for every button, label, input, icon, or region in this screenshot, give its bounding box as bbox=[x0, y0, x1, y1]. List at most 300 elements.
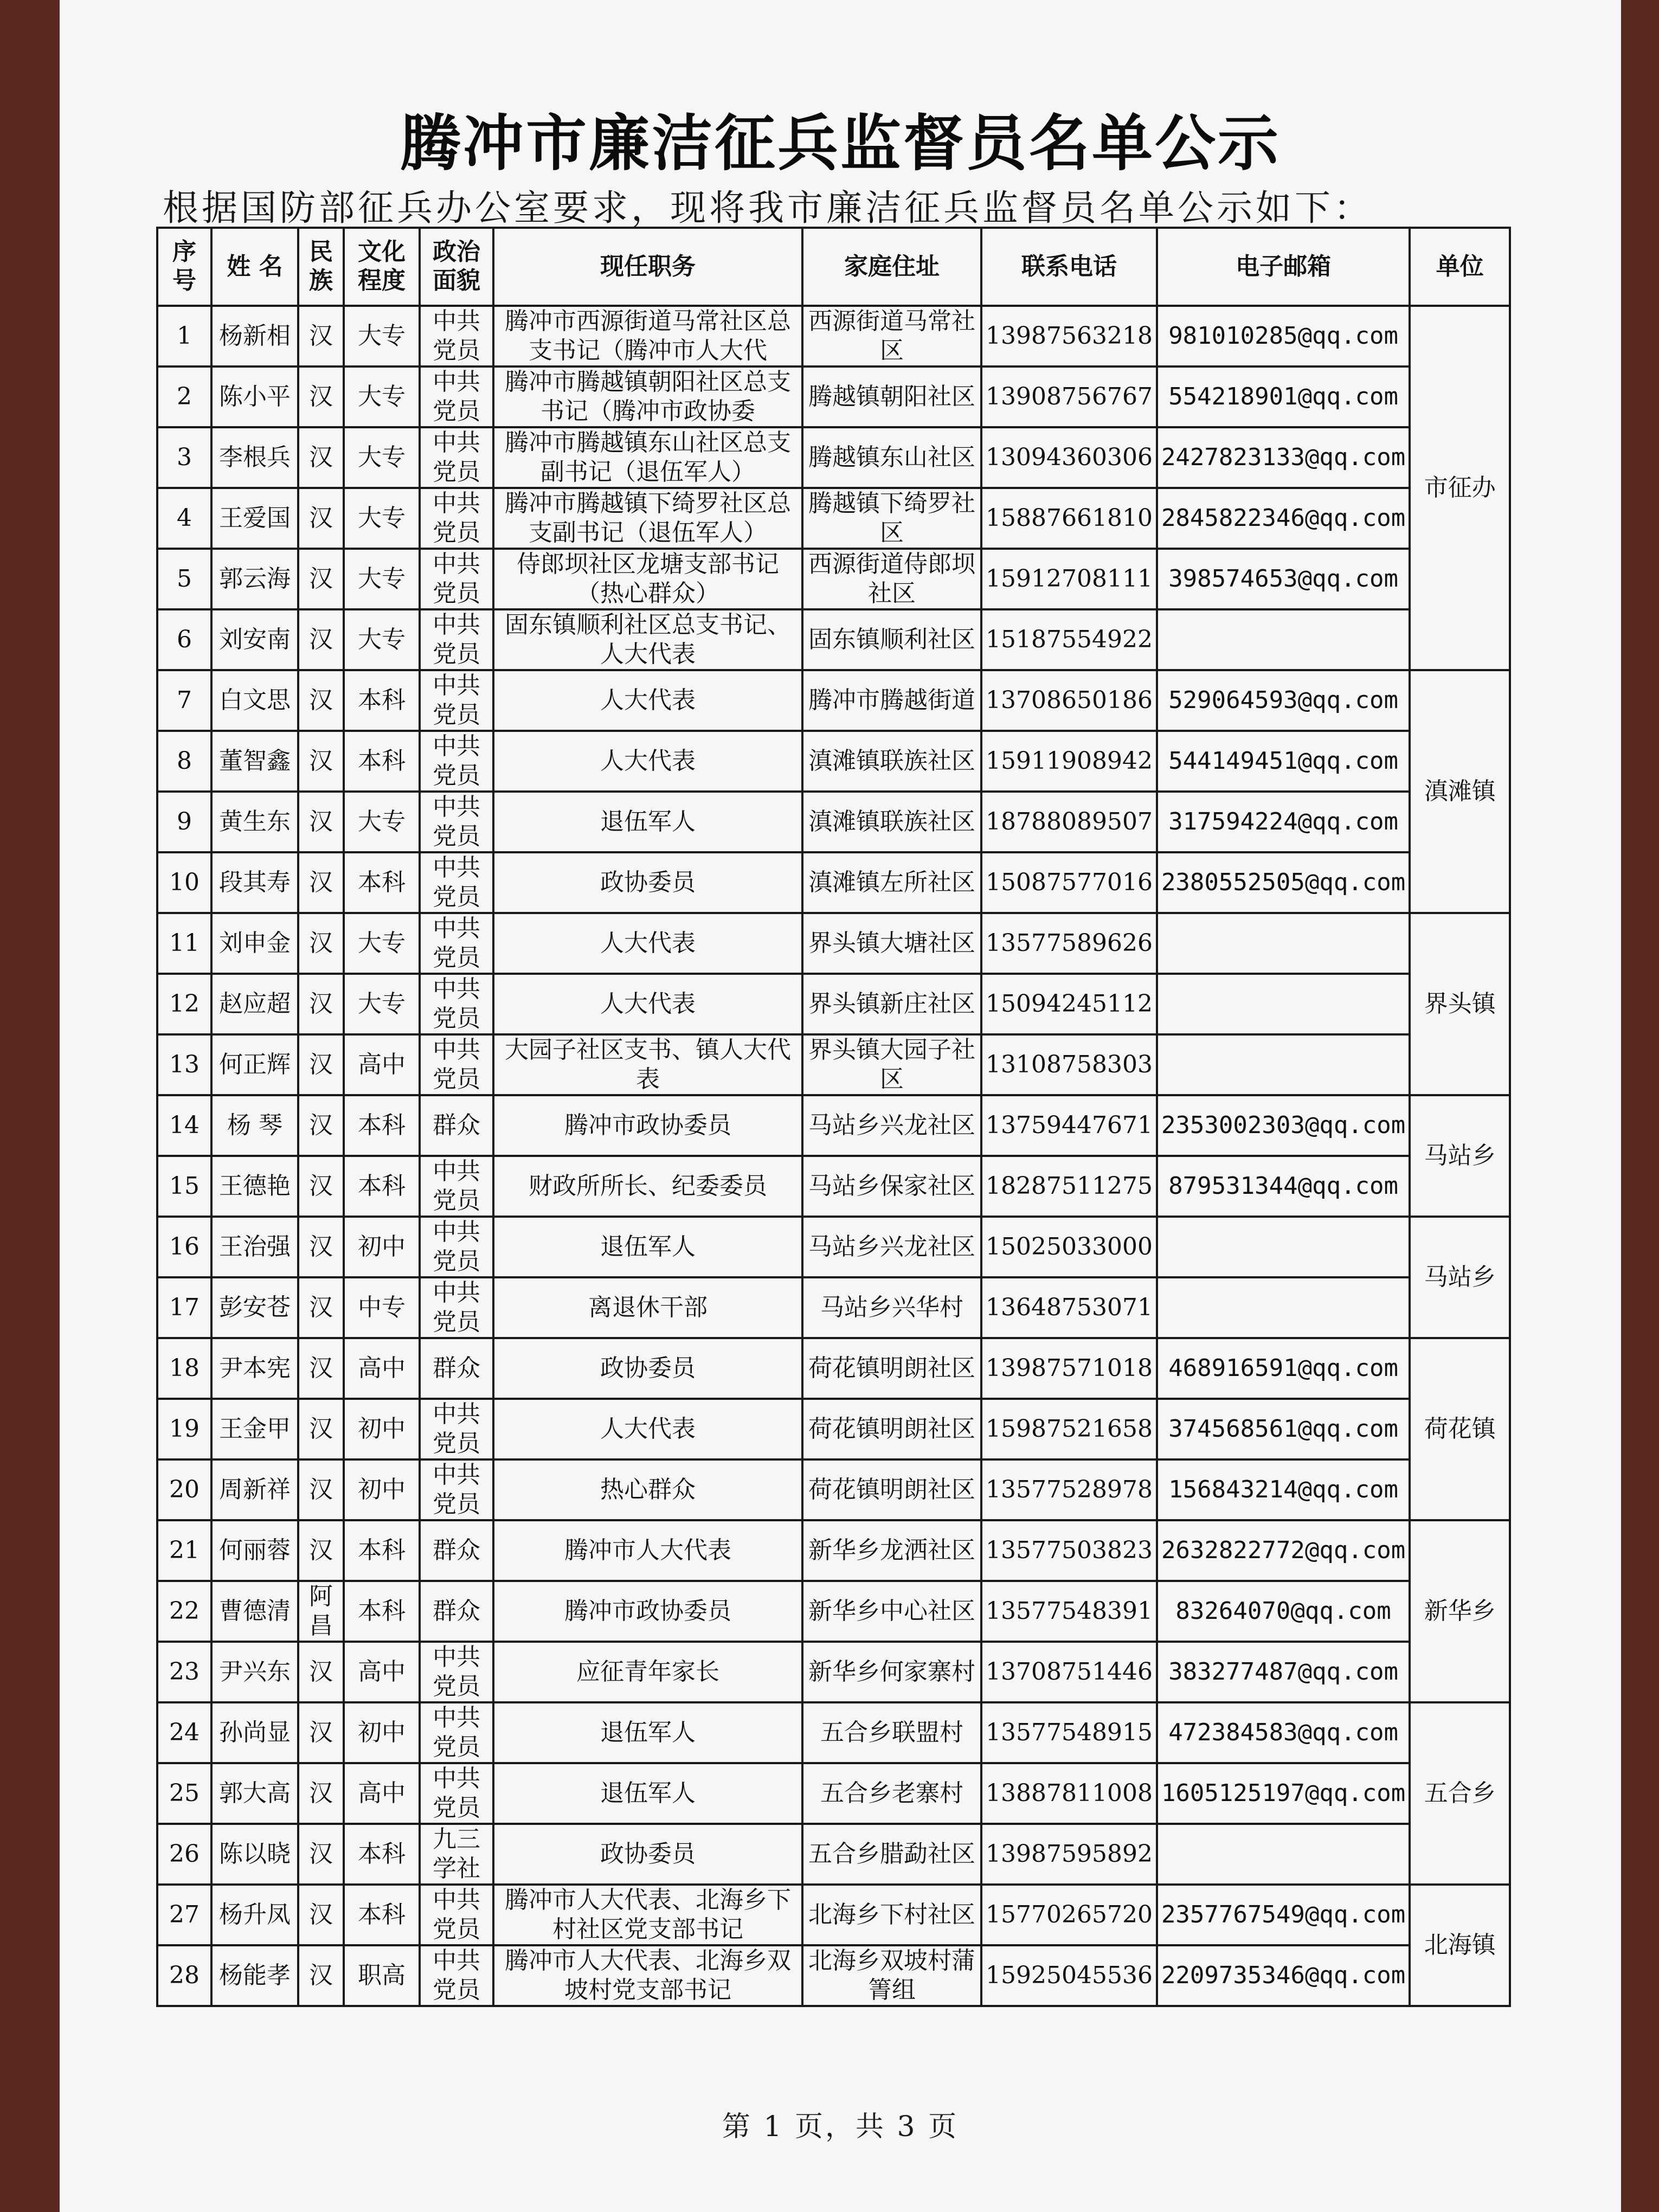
cell-phone: 15094245112 bbox=[981, 974, 1157, 1034]
cell-education: 大专 bbox=[344, 306, 420, 366]
table-row bbox=[157, 731, 1510, 792]
cell-education: 大专 bbox=[344, 609, 420, 670]
cell-political: 中共党员 bbox=[420, 488, 493, 549]
cell-seq: 3 bbox=[157, 427, 211, 488]
cell-unit: 市征办 bbox=[1410, 306, 1510, 670]
cell-seq: 27 bbox=[157, 1885, 211, 1945]
cell-email bbox=[1157, 913, 1410, 974]
cell-seq: 10 bbox=[157, 852, 211, 913]
cell-ethnicity: 汉 bbox=[298, 852, 344, 913]
cell-education: 大专 bbox=[344, 549, 420, 609]
cell-phone: 13987571018 bbox=[981, 1338, 1157, 1399]
cell-education: 本科 bbox=[344, 731, 420, 792]
table-row bbox=[157, 1763, 1510, 1824]
cell-address: 马站乡兴龙社区 bbox=[802, 1217, 981, 1277]
cell-phone: 15925045536 bbox=[981, 1945, 1157, 2006]
cell-political: 中共党员 bbox=[420, 731, 493, 792]
cell-political: 中共党员 bbox=[420, 306, 493, 366]
cell-education: 高中 bbox=[344, 1763, 420, 1824]
table-header-row bbox=[157, 228, 1510, 306]
table-row bbox=[157, 609, 1510, 670]
cell-ethnicity: 汉 bbox=[298, 1459, 344, 1520]
cell-ethnicity: 汉 bbox=[298, 1702, 344, 1763]
cell-duty: 侍郎坝社区龙塘支部书记（热心群众） bbox=[493, 549, 802, 609]
cell-political: 中共党员 bbox=[420, 1217, 493, 1277]
cell-political: 中共党员 bbox=[420, 1763, 493, 1824]
cell-name: 王金甲 bbox=[211, 1399, 298, 1459]
cell-duty: 腾冲市人大代表、北海乡双坡村党支部书记 bbox=[493, 1945, 802, 2006]
cell-political: 群众 bbox=[420, 1095, 493, 1156]
cell-seq: 20 bbox=[157, 1459, 211, 1520]
cell-ethnicity: 汉 bbox=[298, 549, 344, 609]
cell-unit: 界头镇 bbox=[1410, 913, 1510, 1095]
cell-seq: 2 bbox=[157, 366, 211, 427]
cell-unit: 荷花镇 bbox=[1410, 1338, 1510, 1520]
cell-political: 中共党员 bbox=[420, 366, 493, 427]
cell-political: 中共党员 bbox=[420, 1034, 493, 1095]
cell-phone: 13908756767 bbox=[981, 366, 1157, 427]
header-seq: 序号 bbox=[157, 228, 211, 306]
header-duty: 现任职务 bbox=[493, 228, 802, 306]
table-row bbox=[157, 1885, 1510, 1945]
cell-education: 大专 bbox=[344, 792, 420, 852]
cell-email: 374568561@qq.com bbox=[1157, 1399, 1410, 1459]
cell-email: 468916591@qq.com bbox=[1157, 1338, 1410, 1399]
document-page bbox=[60, 0, 1621, 2212]
cell-education: 高中 bbox=[344, 1642, 420, 1702]
cell-phone: 15887661810 bbox=[981, 488, 1157, 549]
cell-political: 中共党员 bbox=[420, 1156, 493, 1217]
cell-name: 董智鑫 bbox=[211, 731, 298, 792]
cell-phone: 13987563218 bbox=[981, 306, 1157, 366]
cell-phone: 13108758303 bbox=[981, 1034, 1157, 1095]
cell-address: 界头镇大塘社区 bbox=[802, 913, 981, 974]
cell-phone: 13577528978 bbox=[981, 1459, 1157, 1520]
table-row bbox=[157, 852, 1510, 913]
cell-email: 83264070@qq.com bbox=[1157, 1581, 1410, 1642]
table-row bbox=[157, 1095, 1510, 1156]
page-footer: 第 1 页，共 3 页 bbox=[722, 2111, 959, 2143]
cell-political: 中共党员 bbox=[420, 670, 493, 731]
cell-address: 西源街道侍郎坝社区 bbox=[802, 549, 981, 609]
cell-name: 郭云海 bbox=[211, 549, 298, 609]
cell-name: 尹兴东 bbox=[211, 1642, 298, 1702]
cell-name: 王德艳 bbox=[211, 1156, 298, 1217]
cell-duty: 人大代表 bbox=[493, 974, 802, 1034]
cell-unit: 滇滩镇 bbox=[1410, 670, 1510, 913]
cell-address: 荷花镇明朗社区 bbox=[802, 1338, 981, 1399]
cell-political: 中共党员 bbox=[420, 792, 493, 852]
cell-email: 2845822346@qq.com bbox=[1157, 488, 1410, 549]
cell-education: 本科 bbox=[344, 1885, 420, 1945]
cell-education: 职高 bbox=[344, 1945, 420, 2006]
cell-education: 初中 bbox=[344, 1702, 420, 1763]
cell-phone: 18287511275 bbox=[981, 1156, 1157, 1217]
header-name: 姓 名 bbox=[211, 228, 298, 306]
cell-duty: 大园子社区支书、镇人大代表 bbox=[493, 1034, 802, 1095]
cell-education: 高中 bbox=[344, 1034, 420, 1095]
cell-email bbox=[1157, 1217, 1410, 1277]
cell-address: 五合乡腊勐社区 bbox=[802, 1824, 981, 1885]
cell-seq: 25 bbox=[157, 1763, 211, 1824]
cell-political: 群众 bbox=[420, 1581, 493, 1642]
cell-ethnicity: 汉 bbox=[298, 1399, 344, 1459]
table-row bbox=[157, 1459, 1510, 1520]
cell-education: 本科 bbox=[344, 1095, 420, 1156]
cell-address: 界头镇新庄社区 bbox=[802, 974, 981, 1034]
page-title: 腾冲市廉洁征兵监督员名单公示 bbox=[400, 108, 1281, 179]
header-address: 家庭住址 bbox=[802, 228, 981, 306]
cell-phone: 13759447671 bbox=[981, 1095, 1157, 1156]
cell-duty: 腾冲市腾越镇下绮罗社区总支副书记（退伍军人） bbox=[493, 488, 802, 549]
cell-education: 本科 bbox=[344, 670, 420, 731]
cell-duty: 固东镇顺利社区总支书记、人大代表 bbox=[493, 609, 802, 670]
cell-unit: 马站乡 bbox=[1410, 1217, 1510, 1338]
cell-political: 中共党员 bbox=[420, 427, 493, 488]
cell-name: 郭大高 bbox=[211, 1763, 298, 1824]
cell-duty: 腾冲市腾越镇东山社区总支副书记（退伍军人） bbox=[493, 427, 802, 488]
cell-name: 曹德清 bbox=[211, 1581, 298, 1642]
cell-address: 腾越镇朝阳社区 bbox=[802, 366, 981, 427]
cell-email: 156843214@qq.com bbox=[1157, 1459, 1410, 1520]
cell-duty: 腾冲市人大代表、北海乡下村社区党支部书记 bbox=[493, 1885, 802, 1945]
cell-seq: 13 bbox=[157, 1034, 211, 1095]
cell-name: 赵应超 bbox=[211, 974, 298, 1034]
cell-email: 1605125197@qq.com bbox=[1157, 1763, 1410, 1824]
cell-phone: 13094360306 bbox=[981, 427, 1157, 488]
table-row bbox=[157, 1702, 1510, 1763]
cell-seq: 8 bbox=[157, 731, 211, 792]
cell-political: 九三学社 bbox=[420, 1824, 493, 1885]
cell-email: 554218901@qq.com bbox=[1157, 366, 1410, 427]
cell-email: 544149451@qq.com bbox=[1157, 731, 1410, 792]
cell-seq: 17 bbox=[157, 1277, 211, 1338]
cell-name: 杨能孝 bbox=[211, 1945, 298, 2006]
cell-education: 初中 bbox=[344, 1399, 420, 1459]
cell-ethnicity: 汉 bbox=[298, 1095, 344, 1156]
header-education: 文化程度 bbox=[344, 228, 420, 306]
cell-name: 彭安苍 bbox=[211, 1277, 298, 1338]
table-row bbox=[157, 306, 1510, 366]
cell-seq: 22 bbox=[157, 1581, 211, 1642]
cell-name: 陈以晓 bbox=[211, 1824, 298, 1885]
cell-duty: 人大代表 bbox=[493, 731, 802, 792]
cell-duty: 腾冲市腾越镇朝阳社区总支书记（腾冲市政协委 bbox=[493, 366, 802, 427]
cell-ethnicity: 汉 bbox=[298, 306, 344, 366]
cell-seq: 14 bbox=[157, 1095, 211, 1156]
cell-phone: 13577548391 bbox=[981, 1581, 1157, 1642]
cell-email bbox=[1157, 1034, 1410, 1095]
cell-unit: 北海镇 bbox=[1410, 1885, 1510, 2006]
cell-email bbox=[1157, 609, 1410, 670]
cell-address: 荷花镇明朗社区 bbox=[802, 1399, 981, 1459]
cell-ethnicity: 汉 bbox=[298, 1824, 344, 1885]
cell-email bbox=[1157, 1277, 1410, 1338]
cell-ethnicity: 汉 bbox=[298, 913, 344, 974]
table-row bbox=[157, 670, 1510, 731]
cell-email: 317594224@qq.com bbox=[1157, 792, 1410, 852]
header-email: 电子邮箱 bbox=[1157, 228, 1410, 306]
cell-address: 新华乡何家寨村 bbox=[802, 1642, 981, 1702]
table-row bbox=[157, 549, 1510, 609]
cell-education: 本科 bbox=[344, 852, 420, 913]
cell-seq: 23 bbox=[157, 1642, 211, 1702]
cell-name: 孙尚显 bbox=[211, 1702, 298, 1763]
cell-seq: 1 bbox=[157, 306, 211, 366]
cell-address: 五合乡老寨村 bbox=[802, 1763, 981, 1824]
cell-email: 472384583@qq.com bbox=[1157, 1702, 1410, 1763]
cell-phone: 15025033000 bbox=[981, 1217, 1157, 1277]
cell-phone: 13708751446 bbox=[981, 1642, 1157, 1702]
cell-seq: 4 bbox=[157, 488, 211, 549]
cell-address: 新华乡中心社区 bbox=[802, 1581, 981, 1642]
cell-ethnicity: 汉 bbox=[298, 1945, 344, 2006]
cell-email: 2380552505@qq.com bbox=[1157, 852, 1410, 913]
cell-ethnicity: 汉 bbox=[298, 1338, 344, 1399]
cell-name: 黄生东 bbox=[211, 792, 298, 852]
cell-political: 群众 bbox=[420, 1520, 493, 1581]
cell-ethnicity: 汉 bbox=[298, 670, 344, 731]
cell-name: 陈小平 bbox=[211, 366, 298, 427]
cell-ethnicity: 汉 bbox=[298, 1034, 344, 1095]
cell-ethnicity: 汉 bbox=[298, 488, 344, 549]
cell-ethnicity: 汉 bbox=[298, 1217, 344, 1277]
cell-address: 北海乡双坡村蒲箐组 bbox=[802, 1945, 981, 2006]
cell-email: 2353002303@qq.com bbox=[1157, 1095, 1410, 1156]
cell-name: 王治强 bbox=[211, 1217, 298, 1277]
cell-political: 群众 bbox=[420, 1338, 493, 1399]
cell-education: 高中 bbox=[344, 1338, 420, 1399]
cell-phone: 13887811008 bbox=[981, 1763, 1157, 1824]
cell-name: 刘安南 bbox=[211, 609, 298, 670]
cell-duty: 退伍军人 bbox=[493, 1763, 802, 1824]
cell-education: 本科 bbox=[344, 1520, 420, 1581]
cell-name: 何丽蓉 bbox=[211, 1520, 298, 1581]
cell-phone: 18788089507 bbox=[981, 792, 1157, 852]
cell-political: 中共党员 bbox=[420, 1945, 493, 2006]
cell-address: 滇滩镇联族社区 bbox=[802, 792, 981, 852]
table-row bbox=[157, 1642, 1510, 1702]
cell-phone: 13577548915 bbox=[981, 1702, 1157, 1763]
cell-email: 879531344@qq.com bbox=[1157, 1156, 1410, 1217]
cell-seq: 15 bbox=[157, 1156, 211, 1217]
cell-duty: 退伍军人 bbox=[493, 1217, 802, 1277]
cell-duty: 退伍军人 bbox=[493, 1702, 802, 1763]
cell-email bbox=[1157, 1824, 1410, 1885]
cell-duty: 腾冲市政协委员 bbox=[493, 1095, 802, 1156]
cell-email: 2209735346@qq.com bbox=[1157, 1945, 1410, 2006]
table-row bbox=[157, 1520, 1510, 1581]
cell-seq: 6 bbox=[157, 609, 211, 670]
cell-name: 周新祥 bbox=[211, 1459, 298, 1520]
cell-address: 马站乡保家社区 bbox=[802, 1156, 981, 1217]
cell-name: 杨 琴 bbox=[211, 1095, 298, 1156]
cell-unit: 五合乡 bbox=[1410, 1702, 1510, 1885]
cell-phone: 15912708111 bbox=[981, 549, 1157, 609]
table-row bbox=[157, 1277, 1510, 1338]
cell-name: 杨升凤 bbox=[211, 1885, 298, 1945]
table-row bbox=[157, 974, 1510, 1034]
cell-seq: 9 bbox=[157, 792, 211, 852]
cell-name: 李根兵 bbox=[211, 427, 298, 488]
cell-phone: 15187554922 bbox=[981, 609, 1157, 670]
cell-name: 尹本宪 bbox=[211, 1338, 298, 1399]
cell-political: 中共党员 bbox=[420, 1399, 493, 1459]
cell-address: 马站乡兴龙社区 bbox=[802, 1095, 981, 1156]
cell-address: 五合乡联盟村 bbox=[802, 1702, 981, 1763]
cell-duty: 腾冲市西源街道马常社区总支书记（腾冲市人大代 bbox=[493, 306, 802, 366]
cell-email: 2427823133@qq.com bbox=[1157, 427, 1410, 488]
cell-unit: 新华乡 bbox=[1410, 1520, 1510, 1702]
cell-phone: 15770265720 bbox=[981, 1885, 1157, 1945]
table-row bbox=[157, 1156, 1510, 1217]
header-ethnicity: 民族 bbox=[298, 228, 344, 306]
header-political: 政治面貌 bbox=[420, 228, 493, 306]
cell-education: 中专 bbox=[344, 1277, 420, 1338]
cell-ethnicity: 汉 bbox=[298, 974, 344, 1034]
cell-name: 段其寿 bbox=[211, 852, 298, 913]
cell-address: 滇滩镇左所社区 bbox=[802, 852, 981, 913]
cell-duty: 腾冲市人大代表 bbox=[493, 1520, 802, 1581]
cell-seq: 18 bbox=[157, 1338, 211, 1399]
cell-email: 2632822772@qq.com bbox=[1157, 1520, 1410, 1581]
supervisor-table bbox=[156, 227, 1511, 2007]
table-row bbox=[157, 1034, 1510, 1095]
cell-duty: 政协委员 bbox=[493, 1338, 802, 1399]
cell-seq: 11 bbox=[157, 913, 211, 974]
cell-address: 腾越镇东山社区 bbox=[802, 427, 981, 488]
cell-ethnicity: 汉 bbox=[298, 1156, 344, 1217]
table-row bbox=[157, 1581, 1510, 1642]
cell-unit: 马站乡 bbox=[1410, 1095, 1510, 1217]
cell-phone: 15987521658 bbox=[981, 1399, 1157, 1459]
cell-email: 2357767549@qq.com bbox=[1157, 1885, 1410, 1945]
cell-email: 529064593@qq.com bbox=[1157, 670, 1410, 731]
cell-education: 大专 bbox=[344, 427, 420, 488]
cell-ethnicity: 汉 bbox=[298, 1520, 344, 1581]
cell-education: 本科 bbox=[344, 1581, 420, 1642]
cell-email: 383277487@qq.com bbox=[1157, 1642, 1410, 1702]
cell-political: 中共党员 bbox=[420, 549, 493, 609]
cell-education: 大专 bbox=[344, 488, 420, 549]
cell-duty: 人大代表 bbox=[493, 670, 802, 731]
cell-address: 西源街道马常社区 bbox=[802, 306, 981, 366]
cell-address: 腾冲市腾越街道 bbox=[802, 670, 981, 731]
cell-phone: 15087577016 bbox=[981, 852, 1157, 913]
cell-name: 杨新相 bbox=[211, 306, 298, 366]
table-row bbox=[157, 366, 1510, 427]
cell-name: 白文思 bbox=[211, 670, 298, 731]
cell-education: 初中 bbox=[344, 1459, 420, 1520]
cell-address: 新华乡龙洒社区 bbox=[802, 1520, 981, 1581]
cell-duty: 人大代表 bbox=[493, 1399, 802, 1459]
cell-education: 本科 bbox=[344, 1156, 420, 1217]
cell-phone: 13577589626 bbox=[981, 913, 1157, 974]
table-row bbox=[157, 913, 1510, 974]
cell-ethnicity: 汉 bbox=[298, 792, 344, 852]
cell-seq: 19 bbox=[157, 1399, 211, 1459]
cell-ethnicity: 汉 bbox=[298, 366, 344, 427]
cell-duty: 财政所所长、纪委委员 bbox=[493, 1156, 802, 1217]
cell-ethnicity: 汉 bbox=[298, 1885, 344, 1945]
cell-seq: 24 bbox=[157, 1702, 211, 1763]
cell-seq: 12 bbox=[157, 974, 211, 1034]
cell-duty: 退伍军人 bbox=[493, 792, 802, 852]
cell-political: 中共党员 bbox=[420, 1885, 493, 1945]
cell-address: 腾越镇下绮罗社区 bbox=[802, 488, 981, 549]
cell-address: 固东镇顺利社区 bbox=[802, 609, 981, 670]
cell-phone: 13577503823 bbox=[981, 1520, 1157, 1581]
table-row bbox=[157, 1945, 1510, 2006]
intro-text: 根据国防部征兵办公室要求，现将我市廉洁征兵监督员名单公示如下： bbox=[163, 187, 1373, 229]
cell-duty: 政协委员 bbox=[493, 1824, 802, 1885]
cell-address: 荷花镇明朗社区 bbox=[802, 1459, 981, 1520]
cell-name: 王爱国 bbox=[211, 488, 298, 549]
cell-name: 刘申金 bbox=[211, 913, 298, 974]
cell-education: 大专 bbox=[344, 366, 420, 427]
cell-phone: 13987595892 bbox=[981, 1824, 1157, 1885]
cell-ethnicity: 汉 bbox=[298, 731, 344, 792]
cell-phone: 13648753071 bbox=[981, 1277, 1157, 1338]
cell-email bbox=[1157, 974, 1410, 1034]
cell-ethnicity: 阿昌 bbox=[298, 1581, 344, 1642]
table-row bbox=[157, 488, 1510, 549]
cell-ethnicity: 汉 bbox=[298, 1642, 344, 1702]
cell-email: 981010285@qq.com bbox=[1157, 306, 1410, 366]
header-phone: 联系电话 bbox=[981, 228, 1157, 306]
cell-address: 滇滩镇联族社区 bbox=[802, 731, 981, 792]
cell-duty: 应征青年家长 bbox=[493, 1642, 802, 1702]
cell-address: 北海乡下村社区 bbox=[802, 1885, 981, 1945]
cell-seq: 16 bbox=[157, 1217, 211, 1277]
table-row bbox=[157, 1399, 1510, 1459]
cell-duty: 热心群众 bbox=[493, 1459, 802, 1520]
cell-name: 何正辉 bbox=[211, 1034, 298, 1095]
cell-ethnicity: 汉 bbox=[298, 609, 344, 670]
cell-phone: 13708650186 bbox=[981, 670, 1157, 731]
cell-address: 界头镇大园子社区 bbox=[802, 1034, 981, 1095]
cell-seq: 26 bbox=[157, 1824, 211, 1885]
cell-seq: 28 bbox=[157, 1945, 211, 2006]
cell-political: 中共党员 bbox=[420, 1277, 493, 1338]
cell-education: 本科 bbox=[344, 1824, 420, 1885]
table-row bbox=[157, 1217, 1510, 1277]
table-row bbox=[157, 1824, 1510, 1885]
cell-ethnicity: 汉 bbox=[298, 1277, 344, 1338]
cell-political: 中共党员 bbox=[420, 1459, 493, 1520]
cell-seq: 21 bbox=[157, 1520, 211, 1581]
cell-duty: 腾冲市政协委员 bbox=[493, 1581, 802, 1642]
cell-seq: 5 bbox=[157, 549, 211, 609]
cell-education: 大专 bbox=[344, 913, 420, 974]
cell-email: 398574653@qq.com bbox=[1157, 549, 1410, 609]
table-row bbox=[157, 792, 1510, 852]
cell-duty: 离退休干部 bbox=[493, 1277, 802, 1338]
cell-education: 大专 bbox=[344, 974, 420, 1034]
cell-ethnicity: 汉 bbox=[298, 427, 344, 488]
table-row bbox=[157, 1338, 1510, 1399]
cell-ethnicity: 汉 bbox=[298, 1763, 344, 1824]
cell-education: 初中 bbox=[344, 1217, 420, 1277]
cell-political: 中共党员 bbox=[420, 1702, 493, 1763]
cell-phone: 15911908942 bbox=[981, 731, 1157, 792]
cell-political: 中共党员 bbox=[420, 913, 493, 974]
cell-seq: 7 bbox=[157, 670, 211, 731]
cell-address: 马站乡兴华村 bbox=[802, 1277, 981, 1338]
cell-political: 中共党员 bbox=[420, 852, 493, 913]
cell-political: 中共党员 bbox=[420, 974, 493, 1034]
header-unit: 单位 bbox=[1410, 228, 1510, 306]
